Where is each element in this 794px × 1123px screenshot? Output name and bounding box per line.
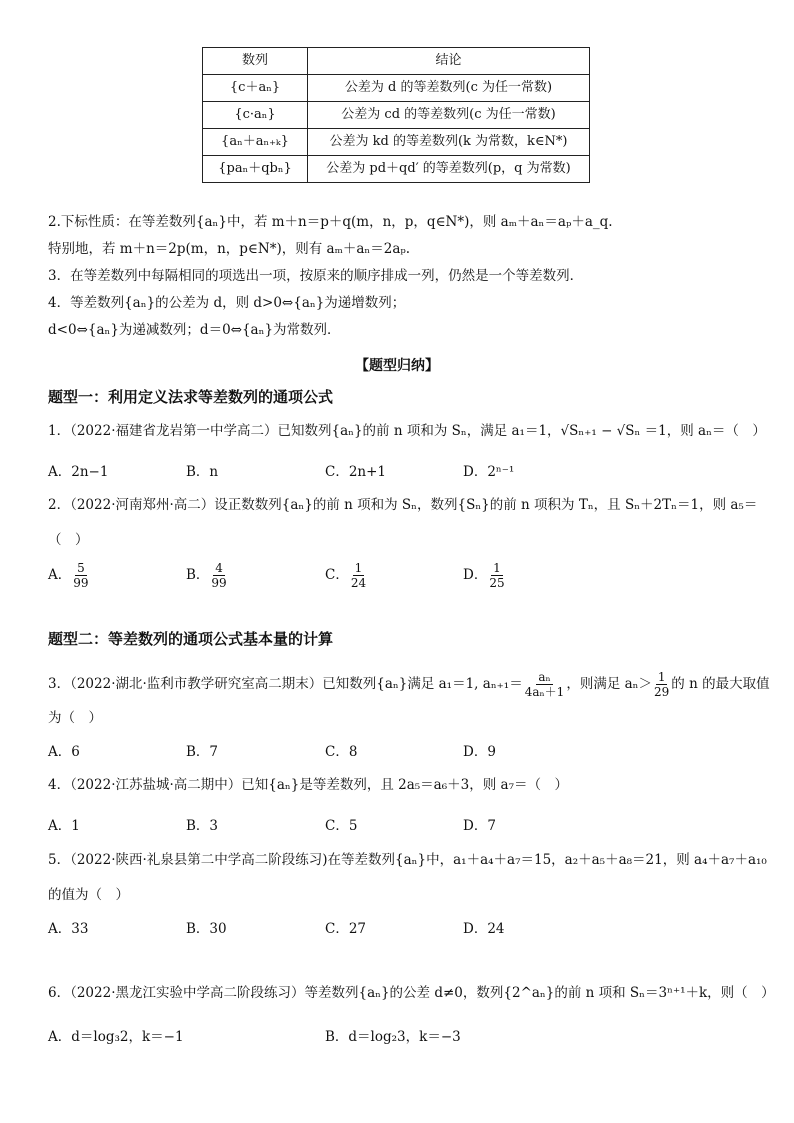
question-2-stem-cont: （ ） — [48, 532, 89, 548]
question-5-stem-cont: 的值为（ ） — [48, 887, 129, 903]
table-cell: {paₙ＋qbₙ} — [203, 156, 308, 183]
table-row — [203, 156, 590, 183]
section-title: 【题型归纳】 — [355, 358, 439, 374]
question-3-stem-cont: 为（ ） — [48, 710, 102, 726]
question-3-option-b: B．7 — [186, 744, 219, 760]
question-3-option-c: C．8 — [325, 744, 358, 760]
fraction-numerator: 4 — [215, 561, 223, 575]
table-cell: 公差为 kd 的等差数列(k 为常数，k∈N*) — [308, 129, 590, 156]
note-monotonic-cont: d<0⇔{aₙ}为递减数列；d＝0⇔{aₙ}为常数列． — [48, 322, 341, 338]
question-3-stem-part: 3．（2022·湖北·监利市教学研究室高二期末）已知数列{aₙ}满足 a₁＝1, aₙ₊₁＝ — [48, 676, 523, 692]
fraction — [71, 561, 90, 590]
question-2-option-d — [463, 561, 507, 590]
question-1-stem: 1．（2022·福建省龙岩第一中学高二）已知数列{aₙ}的前 n 项和为 Sₙ，满足 a₁＝1，√Sₙ₊₁ − √Sₙ ＝1，则 aₙ＝（ ） — [48, 423, 766, 439]
question-4-option-a: A．1 — [48, 818, 80, 834]
note-subscript-property: 2.下标性质：在等差数列{aₙ}中，若 m＋n＝p＋q(m，n，p，q∈N*)，则 aₘ＋aₙ＝aₚ＋a_q. — [48, 214, 613, 230]
fraction-denominator: 24 — [350, 576, 367, 590]
fraction-denominator: 99 — [211, 576, 227, 590]
question-5-option-a: A．33 — [48, 921, 89, 937]
note-monotonic: 4．等差数列{aₙ}的公差为 d，则 d>0⇔{aₙ}为递增数列； — [48, 295, 406, 311]
option-label: B． — [186, 567, 210, 583]
question-1-option-d: D．2ⁿ⁻¹ — [463, 464, 515, 480]
question-4-option-b: B．3 — [186, 818, 219, 834]
fraction-denominator: 25 — [489, 576, 505, 590]
question-3-option-a: A．6 — [48, 744, 80, 760]
question-2-option-a — [48, 561, 91, 590]
option-label: A． — [48, 567, 72, 583]
fraction — [523, 670, 567, 699]
question-5-option-c: C．27 — [325, 921, 367, 937]
table-cell: 公差为 pd＋qd′ 的等差数列(p，q 为常数) — [308, 156, 590, 183]
option-label: D． — [463, 567, 488, 583]
question-2-option-b — [186, 561, 229, 590]
question-5-stem: 5．（2022·陕西·礼泉县第二中学高二阶段练习)在等差数列{aₙ}中，a₁＋a₄＋a₇＝15，a₂＋a₅＋a₈＝21，则 a₄＋a₇＋a₁₀ — [48, 852, 767, 868]
option-label: C． — [325, 567, 349, 583]
question-1-option-c: C．2n+1 — [325, 464, 387, 480]
question-2-stem: 2．（2022·河南郑州·高二）设正数数列{aₙ}的前 n 项和为 Sₙ，数列{Sₙ}的前 n 项积为 Tₙ，且 Sₙ＋2Tₙ＝1，则 a₅＝ — [48, 497, 758, 513]
question-6-option-a: A．d＝log₃2，k＝−1 — [48, 1029, 184, 1045]
question-3-stem — [48, 670, 770, 699]
question-1-option-b: B．n — [186, 464, 219, 480]
question-2-option-c — [325, 561, 368, 590]
type-two-heading: 题型二：等差数列的通项公式基本量的计算 — [48, 630, 334, 648]
question-4-stem: 4．（2022·江苏盐城·高二期中）已知{aₙ}是等差数列，且 2a₅＝a₆＋3，则 a₇＝（ ） — [48, 777, 568, 793]
fraction-numerator: 1 — [657, 670, 666, 684]
properties-table — [202, 47, 590, 183]
fraction — [487, 561, 506, 590]
table-cell: {c＋aₙ} — [203, 75, 308, 102]
question-3-option-d: D．9 — [463, 744, 496, 760]
table-header-cell: 结论 — [308, 48, 590, 75]
fraction — [349, 561, 368, 590]
question-3-stem-part: ，则满足 aₙ＞ — [566, 676, 653, 692]
table-cell: 公差为 d 的等差数列(c 为任一常数) — [308, 75, 590, 102]
table-header-row — [203, 48, 590, 75]
fraction-numerator: 5 — [77, 561, 85, 575]
fraction — [209, 561, 228, 590]
fraction-numerator: 1 — [354, 561, 363, 575]
question-6-stem: 6．（2022·黑龙江实验中学高二阶段练习）等差数列{aₙ}的公差 d≠0，数列{2^aₙ}的前 n 项和 Sₙ＝3ⁿ⁺¹＋k，则（ ） — [48, 985, 775, 1001]
fraction — [652, 670, 671, 699]
question-4-option-c: C．5 — [325, 818, 358, 834]
question-1-option-a: A．2n−1 — [48, 464, 109, 480]
question-4-option-d: D．7 — [463, 818, 496, 834]
table-cell: {aₙ＋aₙ₊ₖ} — [203, 129, 308, 156]
question-3-stem-part: 的 n 的最大取值 — [671, 676, 770, 692]
note-interval-selection: 3．在等差数列中每隔相同的项选出一项，按原来的顺序排成一列，仍然是一个等差数列． — [48, 268, 584, 284]
table-cell: 公差为 cd 的等差数列(c 为任一常数) — [308, 102, 590, 129]
fraction-denominator: 4aₙ＋1 — [524, 685, 565, 699]
table-row — [203, 102, 590, 129]
table-row — [203, 129, 590, 156]
question-5-option-d: D．24 — [463, 921, 505, 937]
table-cell: {c·aₙ} — [203, 102, 308, 129]
table-header-cell: 数列 — [203, 48, 308, 75]
fraction-numerator: aₙ — [538, 670, 551, 684]
fraction-denominator: 99 — [73, 576, 89, 590]
fraction-numerator: 1 — [493, 561, 501, 575]
fraction-denominator: 29 — [654, 685, 670, 699]
note-subscript-special: 特别地，若 m＋n＝2p(m，n，p∈N*)，则有 aₘ＋aₙ＝2aₚ. — [48, 241, 411, 257]
table-row — [203, 75, 590, 102]
type-one-heading: 题型一：利用定义法求等差数列的通项公式 — [48, 388, 334, 406]
question-5-option-b: B．30 — [186, 921, 227, 937]
question-6-option-b: B．d＝log₂3，k＝−3 — [325, 1029, 461, 1045]
